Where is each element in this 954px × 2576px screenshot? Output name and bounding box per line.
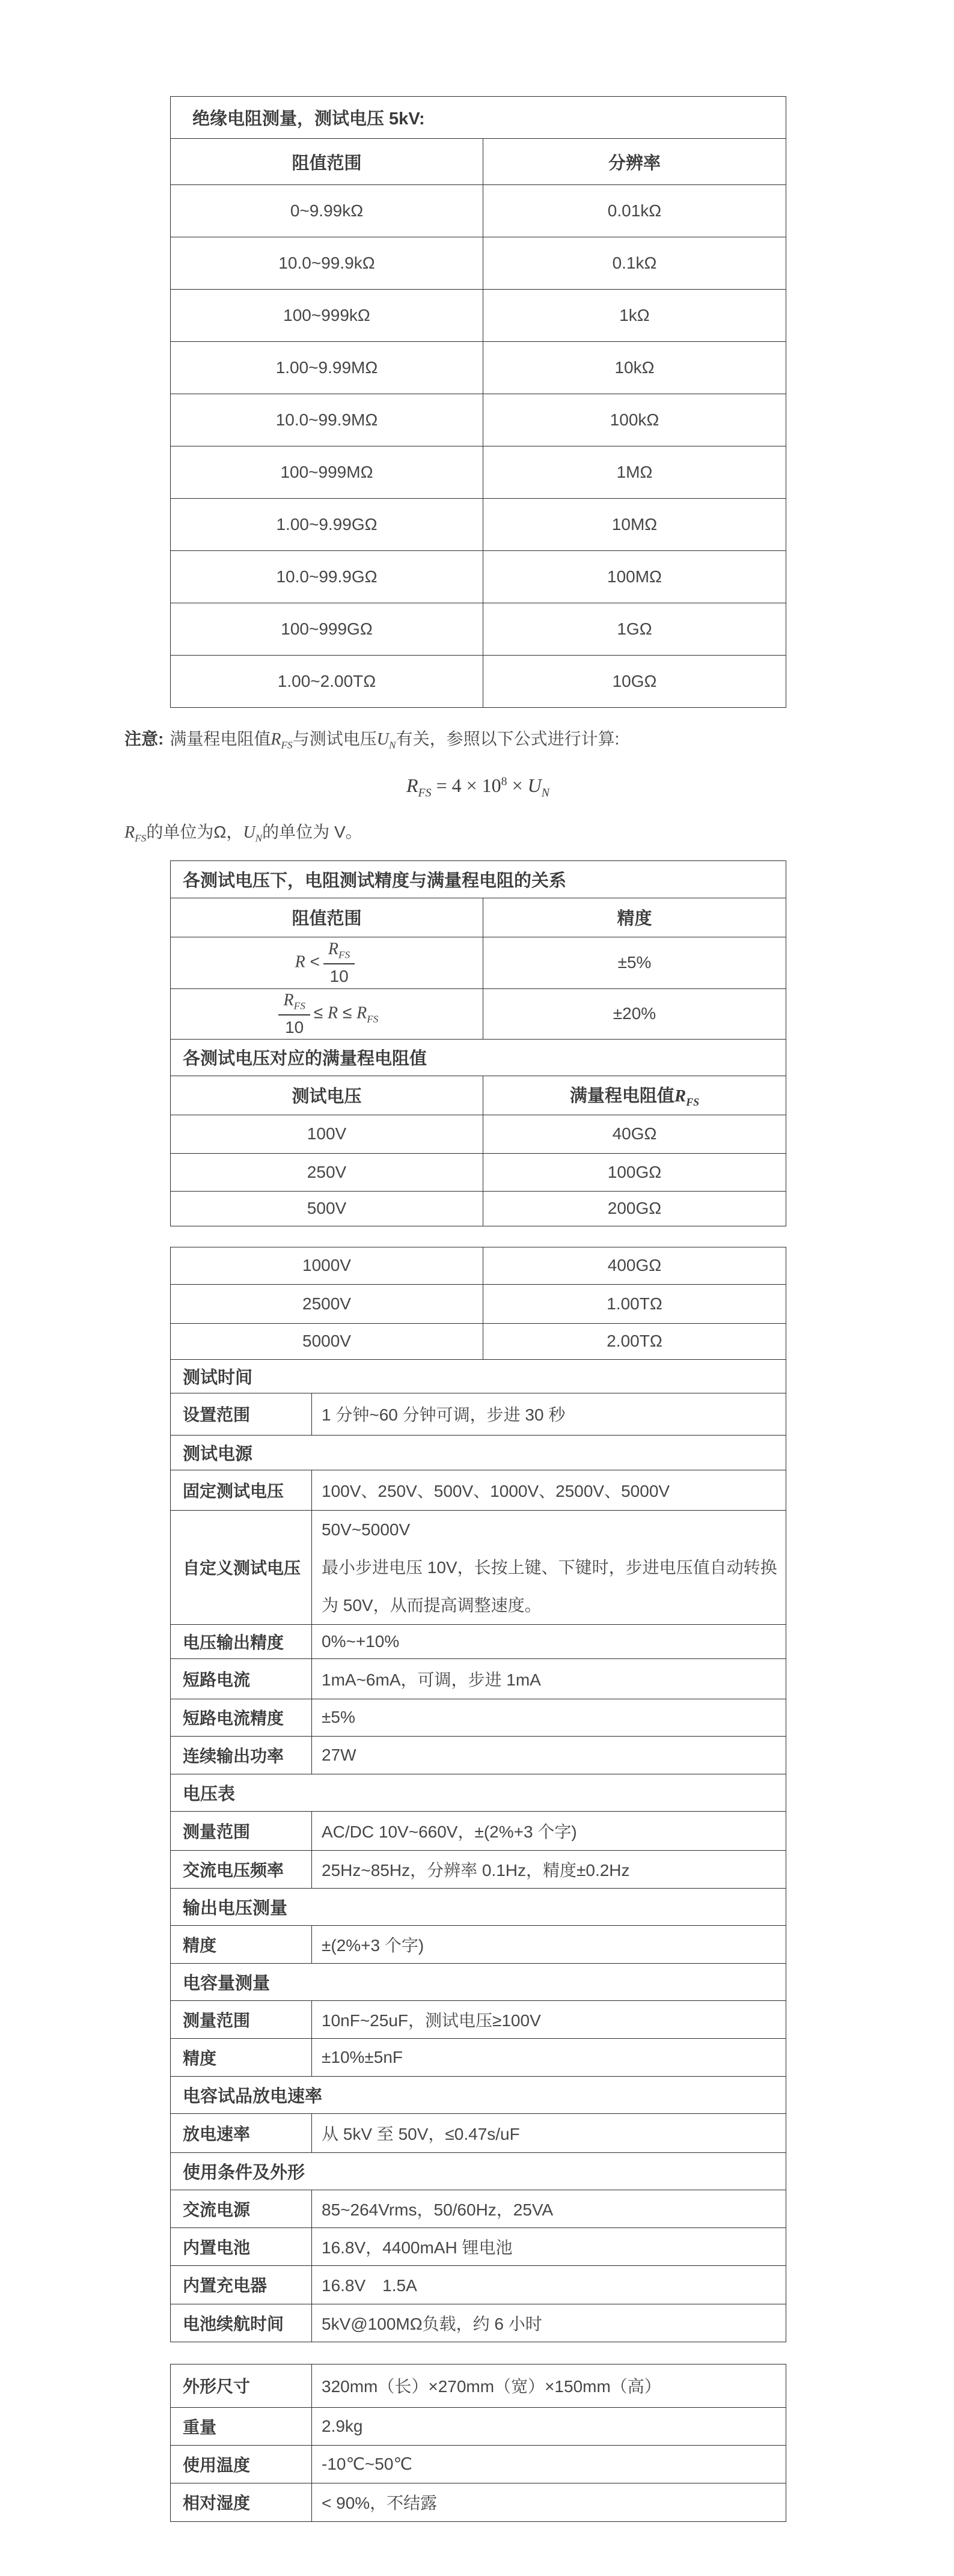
un-subscript: N (389, 739, 396, 751)
spec-label-cell: 精度 (171, 2038, 312, 2076)
range-cell: 1.00~9.99GΩ (171, 499, 483, 551)
spec-label-cell: 设置范围 (171, 1393, 312, 1435)
range-condition-cell (171, 988, 483, 1039)
spec-label-cell: 交流电源 (171, 2190, 312, 2227)
range-cell: 100~999kΩ (171, 290, 483, 342)
fullscale-formula (170, 775, 786, 800)
resolution-cell: 0.1kΩ (483, 237, 786, 290)
units-text: 的单位为 V。 (262, 822, 362, 841)
rfs-subscript: FS (293, 1000, 305, 1012)
section-conditions: 使用条件及外形 (171, 2152, 786, 2190)
table-row (171, 1323, 786, 1359)
spec-value-cell: 27W (312, 1736, 786, 1774)
accuracy-cell: ±5% (483, 937, 786, 988)
rfs-symbol: R (283, 990, 294, 1009)
spec-label-cell: 测量范围 (171, 1811, 312, 1850)
table-row (171, 2483, 786, 2521)
spec-value-cell (312, 1510, 786, 1624)
table-row (171, 2000, 786, 2038)
table-row (171, 1153, 786, 1191)
un-symbol: U (243, 823, 255, 842)
fullscale-column-header (483, 1076, 786, 1115)
table-title-row (171, 97, 786, 139)
spec-label-cell: 短路电流 (171, 1658, 312, 1699)
fraction-denominator: 10 (329, 967, 349, 986)
table-section-row (171, 1774, 786, 1811)
table-section-row (171, 1359, 786, 1393)
less-than-sign: < (310, 952, 320, 971)
fraction (323, 939, 355, 987)
rfs-symbol: R (328, 939, 339, 958)
range-cell: 10.0~99.9GΩ (171, 551, 483, 603)
units-paragraph (124, 819, 954, 845)
accuracy-column-header: 精度 (483, 898, 786, 937)
accuracy-cell: ±20% (483, 988, 786, 1039)
table-row (171, 1658, 786, 1699)
rfs-symbol: R (124, 823, 135, 842)
spec-value-cell: ±(2%+3 个字) (312, 1925, 786, 1963)
spec-value-cell: 1mA~6mA，可调，步进 1mA (312, 1658, 786, 1699)
spec-value-cell: 10nF~25uF，测试电压≥100V (312, 2000, 786, 2038)
un-symbol: U (376, 730, 389, 749)
le-sign: ≤ (342, 1003, 352, 1022)
r-symbol: R (295, 952, 305, 972)
spec-value-cell: 85~264Vrms，50/60Hz，25VA (312, 2190, 786, 2227)
spec-label-cell: 内置充电器 (171, 2265, 312, 2304)
table-row (171, 342, 786, 394)
spec-label-cell: 短路电流精度 (171, 1699, 312, 1736)
resolution-cell: 100kΩ (483, 394, 786, 446)
un-symbol: U (527, 774, 542, 796)
spec-label-cell: 测量范围 (171, 2000, 312, 2038)
spec-value-cell: 5kV@100MΩ负载，约 6 小时 (312, 2304, 786, 2342)
voltage-cell: 250V (171, 1153, 483, 1191)
table-section-row (171, 1888, 786, 1925)
table-row (171, 656, 786, 708)
r-symbol: R (328, 1003, 338, 1023)
spec-value-cell: 1 分钟~60 分钟可调，步进 30 秒 (312, 1393, 786, 1435)
table-header-row (171, 139, 786, 185)
note-text: 有关，参照以下公式进行计算: (396, 729, 620, 748)
table-row (171, 1470, 786, 1510)
note-paragraph (124, 726, 954, 752)
fullscale-cell: 2.00TΩ (483, 1323, 786, 1359)
note-text: 与测试电压 (292, 729, 377, 748)
specification-table (170, 1247, 786, 2342)
accuracy-table-title: 各测试电压下，电阻测试精度与满量程电阻的关系 (171, 860, 786, 898)
resolution-cell: 1MΩ (483, 446, 786, 499)
spec-value-cell: 320mm（长）×270mm（宽）×150mm（高） (312, 2364, 786, 2407)
custom-voltage-line: 最小步进电压 10V，长按上键、下键时，步进电压值自动转换 (322, 1557, 777, 1577)
fullscale-cell: 40GΩ (483, 1115, 786, 1153)
table-row (171, 2445, 786, 2483)
range-column-header: 阻值范围 (171, 139, 483, 185)
spec-label-cell: 重量 (171, 2407, 312, 2445)
voltage-cell: 500V (171, 1191, 483, 1226)
range-condition-cell (171, 937, 483, 988)
formula-times: × (507, 774, 528, 796)
fullscale-header-text: 满量程电阻值 (569, 1086, 674, 1106)
spec-label-cell: 精度 (171, 1925, 312, 1963)
table-section-row (171, 2152, 786, 2190)
note-text: 满量程电阻值 (170, 729, 271, 748)
section-voltmeter: 电压表 (171, 1774, 786, 1811)
table-row (171, 237, 786, 290)
spec-value-cell: < 90%，不结露 (312, 2483, 786, 2521)
rfs-subscript: FS (135, 832, 147, 844)
voltage-cell: 5000V (171, 1323, 483, 1359)
voltage-cell: 1000V (171, 1247, 483, 1284)
table-row (171, 1393, 786, 1435)
rfs-symbol: R (356, 1003, 367, 1023)
resolution-cell: 0.01kΩ (483, 185, 786, 237)
resolution-cell: 10MΩ (483, 499, 786, 551)
custom-voltage-line: 为 50V，从而提高调整速度。 (322, 1595, 542, 1615)
fraction-denominator: 10 (285, 1018, 304, 1037)
spec-value-cell: ±5% (312, 1699, 786, 1736)
un-subscript: N (541, 785, 549, 799)
spec-label-cell: 内置电池 (171, 2227, 312, 2265)
table-row (171, 499, 786, 551)
table-row (171, 1811, 786, 1850)
range-cell: 100~999MΩ (171, 446, 483, 499)
table-row (171, 1284, 786, 1323)
spec-value-cell: 16.8V 1.5A (312, 2265, 786, 2304)
table-header-row (171, 898, 786, 937)
spec-label-cell: 相对湿度 (171, 2483, 312, 2521)
table-row (171, 2038, 786, 2076)
spec-label-cell: 电压输出精度 (171, 1624, 312, 1658)
range-cell: 0~9.99kΩ (171, 185, 483, 237)
table-row (171, 1624, 786, 1658)
table-row (171, 988, 786, 1039)
table-row (171, 1925, 786, 1963)
table-section-row (171, 1435, 786, 1470)
fraction (278, 990, 310, 1038)
resolution-cell: 1GΩ (483, 603, 786, 656)
range-cell: 100~999GΩ (171, 603, 483, 656)
section-capacitance: 电容量测量 (171, 1963, 786, 2000)
table-row (171, 185, 786, 237)
resolution-column-header: 分辨率 (483, 139, 786, 185)
fraction-numerator (278, 990, 310, 1016)
spec-label-cell: 电池续航时间 (171, 2304, 312, 2342)
spec-value-cell: 100V、250V、500V、1000V、2500V、5000V (312, 1470, 786, 1510)
table-row (171, 2265, 786, 2304)
table-row (171, 1850, 786, 1888)
spec-value-cell: 从 5kV 至 50V，≤0.47s/uF (312, 2113, 786, 2152)
table-row (171, 2407, 786, 2445)
spec-label-cell: 交流电压频率 (171, 1850, 312, 1888)
spec-label-cell: 自定义测试电压 (171, 1510, 312, 1624)
resolution-cell: 10GΩ (483, 656, 786, 708)
spec-value-cell: -10℃~50℃ (312, 2445, 786, 2483)
rfs-subscript: FS (281, 739, 293, 751)
spec-label-cell: 连续输出功率 (171, 1736, 312, 1774)
fullscale-cell: 1.00TΩ (483, 1284, 786, 1323)
rfs-subscript: FS (338, 949, 350, 961)
table-row (171, 446, 786, 499)
fullscale-cell: 200GΩ (483, 1191, 786, 1226)
table-section-row (171, 1039, 786, 1076)
rfs-symbol: R (271, 730, 281, 749)
range-cell: 1.00~2.00TΩ (171, 656, 483, 708)
rfs-subscript: FS (686, 1095, 700, 1108)
un-subscript: N (255, 832, 263, 844)
rfs-symbol: R (674, 1086, 686, 1106)
rfs-subscript: FS (367, 1013, 379, 1025)
table-row (171, 2113, 786, 2152)
fullscale-cell: 400GΩ (483, 1247, 786, 1284)
table-row (171, 2227, 786, 2265)
table-row (171, 1736, 786, 1774)
spec-value-cell: 0%~+10% (312, 1624, 786, 1658)
table-row (171, 1247, 786, 1284)
section-test-power: 测试电源 (171, 1435, 786, 1470)
insulation-table-title: 绝缘电阻测量，测试电压 5kV: (171, 97, 786, 139)
table-row (171, 937, 786, 988)
table-row (171, 1115, 786, 1153)
voltage-column-header: 测试电压 (171, 1076, 483, 1115)
table-row (171, 2364, 786, 2407)
table-row (171, 394, 786, 446)
custom-voltage-line: 50V~5000V (322, 1520, 411, 1539)
spec-value-cell: AC/DC 10V~660V，±(2%+3 个字) (312, 1811, 786, 1850)
section-test-time: 测试时间 (171, 1359, 786, 1393)
rfs-symbol: R (406, 774, 418, 796)
spec-label-cell: 使用温度 (171, 2445, 312, 2483)
fullscale-section-title: 各测试电压对应的满量程电阻值 (171, 1039, 786, 1076)
table-header-row (171, 1076, 786, 1115)
spec-value-cell: 25Hz~85Hz，分辨率 0.1Hz，精度±0.2Hz (312, 1850, 786, 1888)
units-text: 的单位为Ω， (146, 822, 243, 841)
spec-label-cell: 放电速率 (171, 2113, 312, 2152)
resolution-cell: 1kΩ (483, 290, 786, 342)
table-title-row (171, 860, 786, 898)
fraction-numerator (323, 939, 355, 965)
voltage-cell: 2500V (171, 1284, 483, 1323)
table-row (171, 1699, 786, 1736)
table-row (171, 2190, 786, 2227)
spec-label-cell: 外形尺寸 (171, 2364, 312, 2407)
section-discharge-rate: 电容试品放电速率 (171, 2076, 786, 2113)
table-row (171, 2304, 786, 2342)
voltage-cell: 100V (171, 1115, 483, 1153)
formula-exponent: 8 (501, 774, 507, 788)
fullscale-cell: 100GΩ (483, 1153, 786, 1191)
accuracy-table (170, 860, 786, 1226)
physical-table (170, 2364, 786, 2522)
table-row (171, 603, 786, 656)
resolution-cell: 10kΩ (483, 342, 786, 394)
table-section-row (171, 1963, 786, 2000)
formula-body: = 4 × 10 (431, 774, 501, 796)
resolution-cell: 100MΩ (483, 551, 786, 603)
note-prefix: 注意: (124, 729, 164, 748)
spec-label-cell: 固定测试电压 (171, 1470, 312, 1510)
range-column-header: 阻值范围 (171, 898, 483, 937)
rfs-subscript: FS (418, 785, 432, 799)
table-row (171, 551, 786, 603)
le-sign: ≤ (313, 1003, 323, 1022)
table-row (171, 1510, 786, 1624)
range-cell: 10.0~99.9kΩ (171, 237, 483, 290)
spec-value-cell: 2.9kg (312, 2407, 786, 2445)
range-cell: 10.0~99.9MΩ (171, 394, 483, 446)
spec-value-cell: 16.8V，4400mAH 锂电池 (312, 2227, 786, 2265)
table-row (171, 1191, 786, 1226)
table-row (171, 290, 786, 342)
range-cell: 1.00~9.99MΩ (171, 342, 483, 394)
spec-value-cell: ±10%±5nF (312, 2038, 786, 2076)
table-section-row (171, 2076, 786, 2113)
section-output-voltage: 输出电压测量 (171, 1888, 786, 1925)
insulation-resistance-table (170, 96, 786, 708)
